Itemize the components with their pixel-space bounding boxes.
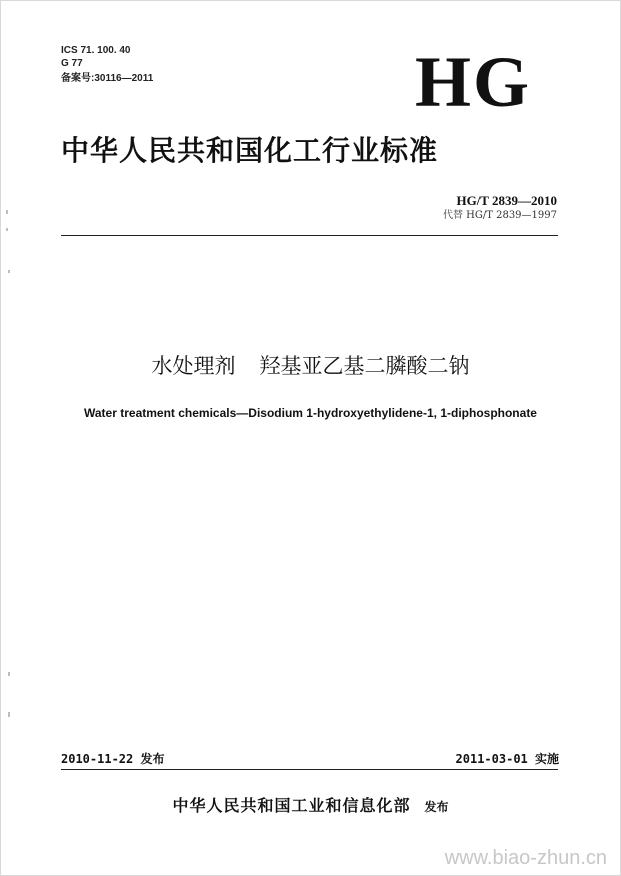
effective-date: 2011-03-01 实施 (455, 752, 559, 766)
standard-number: HG/T 2839—2010 (456, 193, 557, 208)
scan-mark (8, 712, 10, 717)
ccs-code: G 77 (61, 58, 83, 69)
title-cn-part1: 水处理剂 (151, 354, 236, 378)
document-title-en: Water treatment chemicals—Disodium 1-hydroxyethylidene-1, 1-diphosphonate (84, 406, 537, 420)
watermark: www.biao-zhun.cn (444, 847, 607, 869)
filing-number: 备案号:30116—2011 (61, 73, 154, 84)
publisher-suffix: 发布 (424, 800, 449, 814)
publisher (0, 795, 621, 818)
publisher-name: 中华人民共和国工业和信息化部 (172, 796, 411, 815)
title-cn-part2: 羟基亚乙基二膦酸二钠 (259, 354, 470, 378)
top-divider (61, 235, 558, 236)
bottom-divider (61, 769, 558, 770)
ics-code: ICS 71. 100. 40 (61, 45, 131, 56)
standard-type-title: 中华人民共和国化工行业标准 (61, 134, 439, 167)
replaces-standard: 代替 HG/T 2839—1997 (442, 210, 557, 221)
scan-mark (6, 210, 8, 214)
scan-mark (8, 270, 10, 273)
issue-date: 2010-11-22 发布 (61, 752, 165, 766)
scan-mark (6, 228, 8, 231)
document-title-cn (0, 352, 621, 380)
scan-mark (8, 672, 10, 676)
hg-logo: HG (414, 42, 531, 122)
